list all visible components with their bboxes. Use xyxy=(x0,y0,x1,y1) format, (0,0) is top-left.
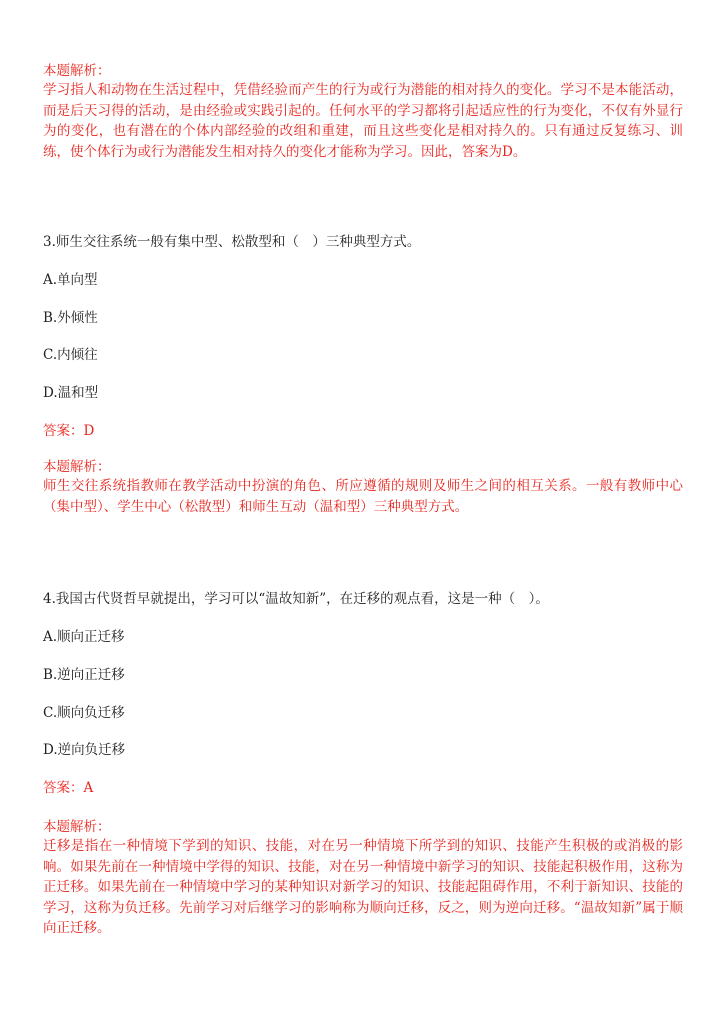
question-4-option-d: D.逆向负迁移 xyxy=(43,742,126,758)
question-3-option-a: A.单向型 xyxy=(43,272,98,288)
question-3-explanation xyxy=(43,458,683,517)
question-3-option-b: B.外倾性 xyxy=(43,310,98,326)
question-3-option-c: C.内倾往 xyxy=(43,347,98,363)
question-4-answer: 答案：A xyxy=(43,780,94,796)
question-4-stem: 4.我国古代贤哲早就提出，学习可以“温故知新”，在迁移的观点看，这是一种（ ）。 xyxy=(43,591,549,607)
prev-explanation xyxy=(43,62,683,162)
question-4-option-b: B.逆向正迁移 xyxy=(43,667,125,683)
explanation-text: 迁移是指在一种情境下学到的知识、技能，对在另一种情境下所学到的知识、技能产生积极的或消极的影响。如果先前在一种情境中学得的知识、技能，对在另一种情境中新学习的知识、技能起积极作用，这称为正迁移。如果先前在一种情境中学习的某种知识对新学习的知识、技能起阻碍作用，不利于新知识、技能的学习，这称为负迁移。先前学习对后继学习的影响称为顺向迁移，反之，则为逆向迁移。“温故知新”属于顺向正迁移。 xyxy=(43,838,683,936)
question-3-stem: 3.师生交往系统一般有集中型、松散型和（ ）三种典型方式。 xyxy=(43,234,421,250)
explanation-text: 师生交往系统指教师在教学活动中扮演的角色、所应遵循的规则及师生之间的相互关系。一般有教师中心（集中型）、学生中心（松散型）和师生互动（温和型）三种典型方式。 xyxy=(43,478,683,515)
explanation-title: 本题解析： xyxy=(43,819,111,835)
question-3-answer: 答案：D xyxy=(43,423,95,439)
explanation-title: 本题解析： xyxy=(43,459,111,475)
explanation-text: 学习指人和动物在生活过程中，凭借经验而产生的行为或行为潜能的相对持久的变化。学习不是本能活动，而是后天习得的活动，是由经验或实践引起的。任何水平的学习都将引起适应性的行为变化，不仅有外显行为的变化，也有潜在的个体内部经验的改组和重建，而且这些变化是相对持久的。只有通过反复练习、训练，使个体行为或行为潜能发生相对持久的变化才能称为学习。因此，答案为D。 xyxy=(43,82,683,160)
explanation-title: 本题解析： xyxy=(43,63,111,79)
question-4-option-a: A.顺向正迁移 xyxy=(43,629,125,645)
question-4-explanation xyxy=(43,818,683,939)
question-4-option-c: C.顺向负迁移 xyxy=(43,705,125,721)
question-3-option-d: D.温和型 xyxy=(43,385,99,401)
